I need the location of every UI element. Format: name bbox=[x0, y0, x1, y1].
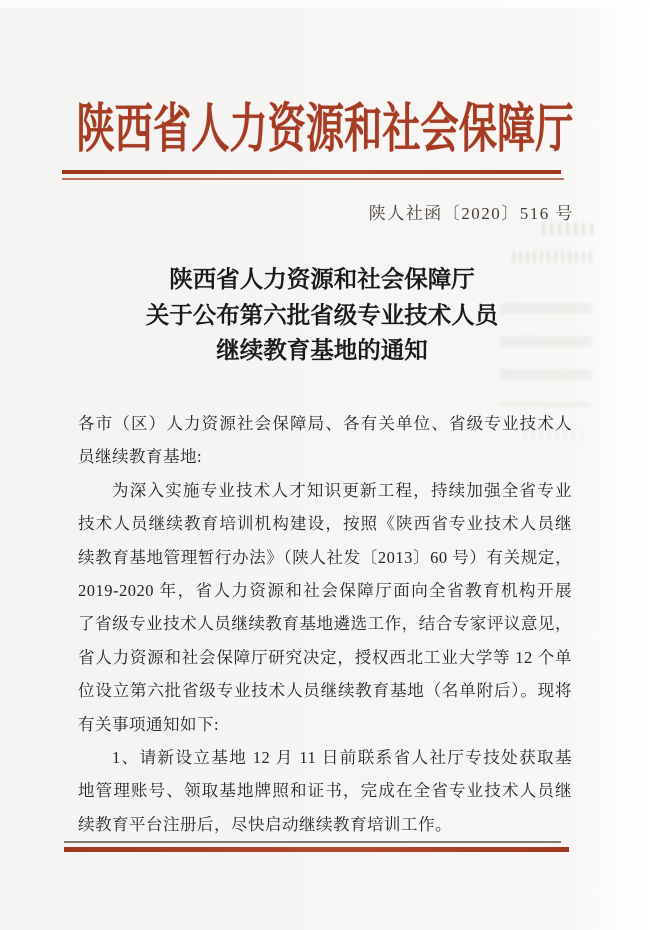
document-title-line: 陕西省人力资源和社会保障厅 bbox=[169, 267, 475, 293]
header-rule-thick bbox=[62, 170, 561, 174]
body-line: 续教育基地管理暂行办法》（陕人社发〔2013〕60 号）有关规定， bbox=[78, 547, 572, 567]
document-body bbox=[78, 407, 572, 841]
header-rule-thin bbox=[62, 178, 564, 180]
ink-bleed-through-mark bbox=[542, 223, 597, 235]
body-line: 了省级专业技术人员继续教育基地遴选工作，结合专家评议意见， bbox=[78, 614, 572, 634]
body-line: 省人力资源和社会保障厅研究决定，授权西北工业大学等 12 个单 bbox=[78, 647, 572, 667]
body-line: 位设立第六批省级专业技术人员继续教育基地（名单附后）。现将 bbox=[78, 681, 572, 701]
body-line: 地管理账号、领取基地牌照和证书，完成在全省专业技术人员继 bbox=[78, 781, 572, 801]
body-line: 续教育平台注册后，尽快启动继续教育培训工作。 bbox=[78, 814, 452, 834]
body-line: 2019-2020 年，省人力资源和社会保障厅面向全省教育机构开展 bbox=[78, 581, 572, 601]
salutation-line: 各市（区）人力资源社会保障局、各有关单位、省级专业技术人 bbox=[78, 414, 572, 433]
body-line: 技术人员继续教育培训机构建设，按照《陕西省专业技术人员继 bbox=[78, 514, 572, 534]
letterhead-agency-name: 陕西省人力资源和社会保障厅 bbox=[76, 98, 574, 159]
body-line: 有关事项通知如下: bbox=[78, 714, 220, 734]
body-line: 1、请新设立基地 12 月 11 日前联系省人社厅专技处获取基 bbox=[112, 748, 572, 768]
footer-rule-thin bbox=[64, 841, 561, 843]
document-title-line: 继续教育基地的通知 bbox=[216, 338, 428, 364]
body-line: 为深入实施专业技术人才知识更新工程，持续加强全省专业 bbox=[112, 480, 572, 500]
document-reference-number: 陕人社函〔2020〕516 号 bbox=[368, 204, 574, 223]
document-title bbox=[4, 263, 640, 370]
footer-rule-red bbox=[64, 847, 569, 852]
ink-bleed-through-mark bbox=[512, 251, 594, 263]
salutation-line: 员继续教育基地: bbox=[78, 447, 203, 467]
document-title-line: 关于公布第六批省级专业技术人员 bbox=[145, 302, 499, 329]
